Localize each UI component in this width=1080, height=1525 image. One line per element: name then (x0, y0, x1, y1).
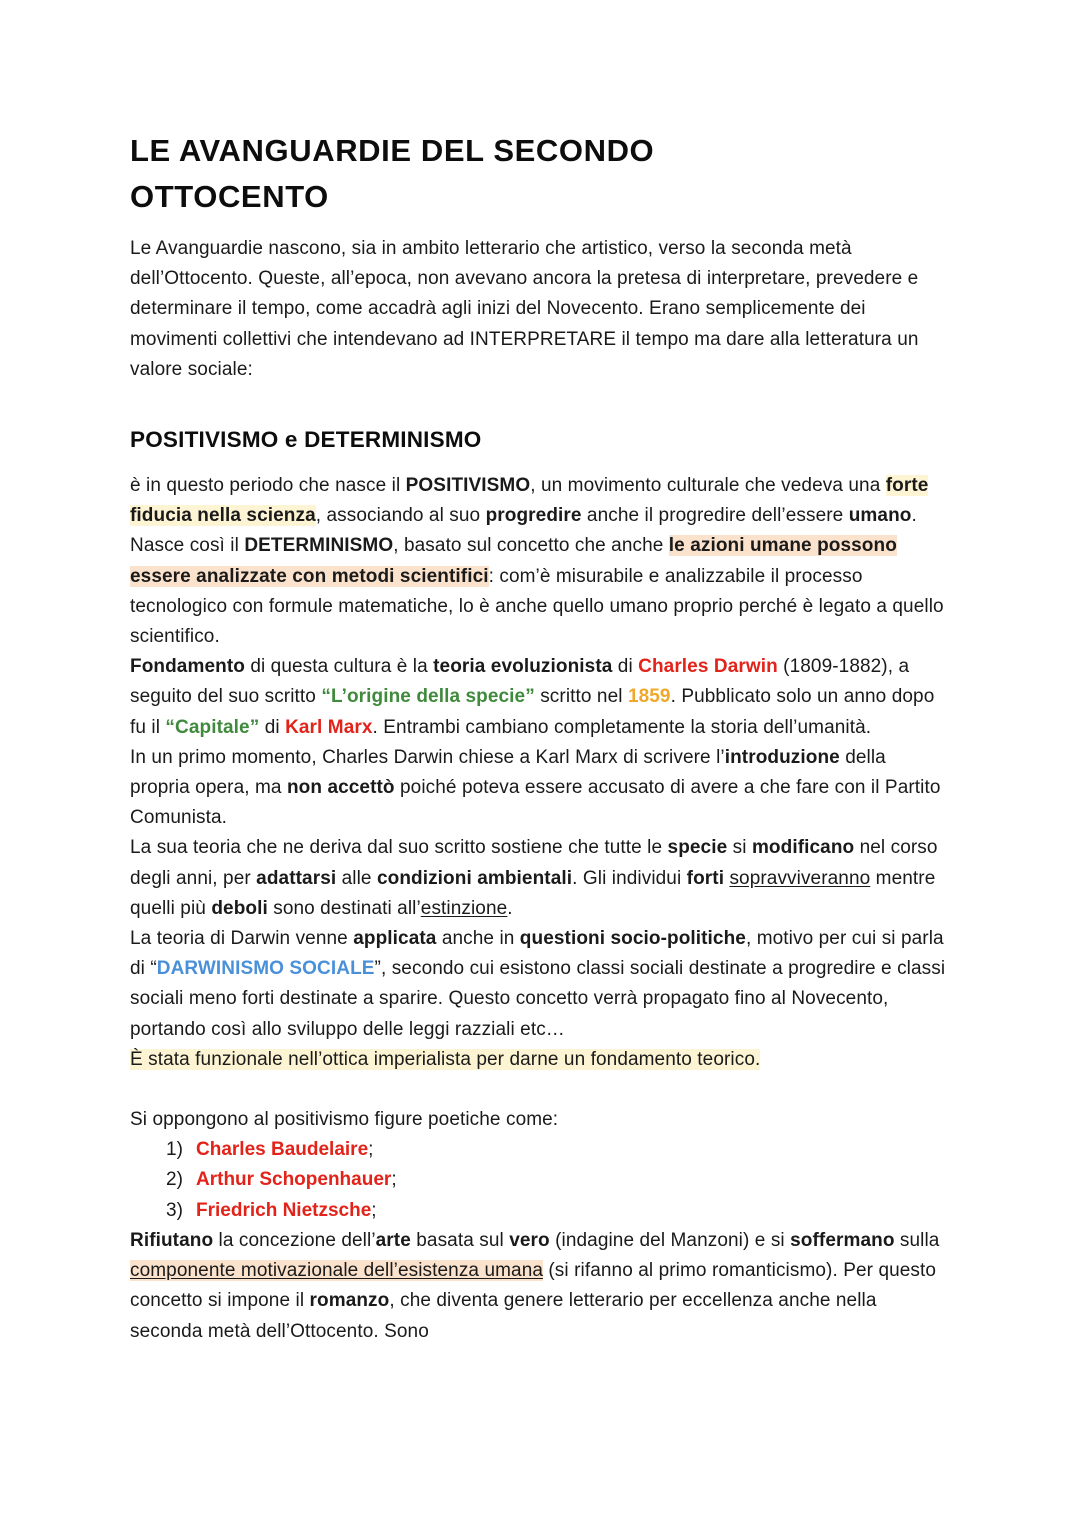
bold-forti: forti (686, 867, 725, 889)
text-fragment: scritto nel (534, 686, 628, 708)
text-fragment: poiché poteva essere accusato di avere a che fare con il Partito Comunista. (130, 777, 941, 829)
quote-close-origine: ” (525, 686, 535, 708)
text-fragment: nel corso degli anni, per (130, 837, 938, 889)
underline-sopravviveranno: sopravviveranno (729, 867, 871, 889)
bold-romanzo: romanzo (309, 1290, 390, 1312)
text-fragment: di (259, 716, 286, 738)
bold-positivismo: POSITIVISMO (405, 475, 531, 497)
highlight-forte-fiducia: forte fiducia nella scienza (130, 475, 929, 527)
text-fragment: . (507, 897, 513, 919)
text-fragment: si (727, 837, 752, 859)
text-fragment: : com’è misurabile e analizzabile il processo tecnologico con formule matematiche, lo è anche quello umano proprio perché è legato a quello scientifico. (130, 565, 944, 648)
text-fragment: mentre quelli più (130, 867, 936, 919)
highlight-funzionale-imperialista: È stata funzionale nell’ottica imperialista per darne un fondamento teorico. (130, 1048, 761, 1070)
bold-adattarsi: adattarsi (256, 867, 337, 889)
list-item (130, 1196, 948, 1226)
list-item-separator: ; (368, 1139, 374, 1161)
text-fragment: (indagine del Manzoni) e si (549, 1229, 791, 1251)
highlight-azioni-umane: le azioni umane possono essere analizzate con metodi scientifici (130, 535, 897, 587)
highlight-componente-motivazionale: componente motivazionale dell’esistenza umana (130, 1260, 544, 1282)
text-fragment: (1809-1882), a seguito del suo scritto (130, 656, 910, 708)
text-fragment: . Pubblicato solo un anno dopo fu il (130, 686, 935, 738)
intro-paragraph: Le Avanguardie nascono, sia in ambito letterario che artistico, verso la seconda metà dell’Ottocento. Queste, all’epoca, non avevano ancora la pretesa di interpretare, prevedere e determinare il tempo, come accadrà agli inizi del Novecento. Erano semplicemente dei movimenti collettivi che intendevano ad INTERPRETARE il tempo ma dare alla letteratura un valore sociale: (130, 238, 919, 380)
list-item-label: Arthur Schopenhauer (196, 1169, 392, 1191)
colored-title-origine-della-specie: L’origine della specie (330, 686, 526, 708)
underline-estinzione: estinzione (420, 897, 508, 919)
list-poeti-oppositori (130, 1135, 948, 1226)
paragraph-oppositori-intro: Si oppongono al positivismo figure poetiche come: (130, 1109, 559, 1131)
text-fragment: la concezione dell’ (213, 1229, 376, 1251)
bold-questioni-socio-politiche: questioni socio-politiche (519, 928, 746, 950)
text-fragment: , associando al suo (315, 505, 486, 527)
text-fragment: . Gli individui (572, 867, 687, 889)
bold-non-accetto: non accettò (286, 777, 395, 799)
list-item-number: 3) (166, 1199, 183, 1221)
list-item-number: 1) (166, 1139, 183, 1161)
text-fragment: La sua teoria che ne deriva dal suo scritto sostiene che tutte le (130, 837, 668, 859)
bold-modificano: modificano (751, 837, 855, 859)
text-fragment: è in questo periodo che nasce il (130, 475, 406, 497)
text-fragment: di questa cultura è la (244, 656, 434, 678)
text-fragment: della propria opera, ma (130, 746, 886, 799)
page-title (130, 128, 790, 220)
paragraph-fondamento-darwin (130, 652, 948, 743)
list-item-separator: ; (371, 1199, 377, 1221)
quote-open-origine: “ (321, 686, 331, 708)
bold-fondamento: Fondamento (130, 656, 245, 678)
paragraph-darwinismo-sociale (130, 924, 948, 1045)
paragraph-rifiutano-arte (130, 1226, 948, 1347)
text-fragment: (si rifanno al primo romanticismo). Per questo concetto si impone il (130, 1260, 937, 1312)
text-fragment: di (612, 656, 639, 678)
text-fragment: ”, secondo cui esistono classi sociali destinate a progredire e classi sociali meno forti destinate a sparire. Questo concetto verrà propagato fino al Novecento, portando così allo sviluppo delle leggi razziali etc… (130, 958, 946, 1040)
list-item (130, 1165, 948, 1195)
text-fragment: , motivo per cui si parla di “ (130, 928, 944, 980)
bold-progredire: progredire (485, 505, 582, 527)
quote-open-capitale: “ (165, 716, 176, 738)
list-item-label: Charles Baudelaire (196, 1139, 369, 1161)
list-item-label: Friedrich Nietzsche (196, 1199, 372, 1221)
page-title-line-2: OTTOCENTO (130, 179, 329, 214)
bold-rifiutano: Rifiutano (130, 1229, 214, 1251)
text-fragment: . Nasce così il (130, 505, 917, 557)
text-fragment: anche in (436, 928, 520, 950)
paragraph-introduzione (130, 743, 948, 834)
bold-vero: vero (509, 1229, 550, 1251)
colored-name-charles-darwin: Charles Darwin (638, 656, 778, 678)
bold-umano: umano (848, 505, 912, 527)
bold-applicata: applicata (353, 928, 437, 950)
list-item-number: 2) (166, 1169, 183, 1191)
text-fragment: sulla (894, 1229, 940, 1251)
bold-teoria-evoluzionista: teoria evoluzionista (433, 656, 613, 678)
list-item-separator: ; (391, 1169, 397, 1191)
text-fragment: , un movimento culturale che vedeva una (530, 475, 886, 497)
text-fragment: basata sul (410, 1229, 510, 1251)
paragraph-teoria-specie (130, 833, 948, 924)
section-heading-positivismo: POSITIVISMO e DETERMINISMO (130, 427, 482, 453)
colored-term-darwinismo-sociale: DARWINISMO SOCIALE (156, 958, 375, 980)
text-fragment: In un primo momento, Charles Darwin chiese a Karl Marx di scrivere l’ (130, 746, 725, 768)
bold-arte: arte (375, 1229, 411, 1251)
text-fragment: . Entrambi cambiano completamente la storia dell’umanità. (372, 716, 872, 738)
text-fragment: sono destinati all’ (267, 897, 421, 919)
paragraph-positivismo-definition (130, 471, 948, 652)
list-item (130, 1135, 948, 1165)
text-fragment: , basato sul concetto che anche (393, 535, 669, 557)
colored-name-karl-marx: Karl Marx (285, 716, 373, 738)
text-fragment: La teoria di Darwin venne (130, 928, 354, 950)
paragraph-funzionale-imperialista (130, 1045, 948, 1075)
text-fragment: , che diventa genere letterario per eccellenza anche nella seconda metà dell’Ottocento. Sono (130, 1290, 877, 1342)
quote-close-capitale: ” (249, 716, 260, 738)
bold-specie: specie (667, 837, 728, 859)
bold-condizioni-ambientali: condizioni ambientali (376, 867, 573, 889)
colored-year-1859: 1859 (627, 686, 671, 708)
colored-title-capitale: Capitale (175, 716, 250, 738)
bold-deboli: deboli (211, 897, 268, 919)
page-title-line-1: LE AVANGUARDIE DEL SECONDO (130, 133, 655, 168)
bold-introduzione: introduzione (724, 746, 840, 768)
text-fragment: alle (336, 867, 377, 889)
bold-soffermano: soffermano (790, 1229, 895, 1251)
text-fragment: anche il progredire dell’essere (581, 505, 849, 527)
bold-determinismo: DETERMINISMO (244, 535, 394, 557)
